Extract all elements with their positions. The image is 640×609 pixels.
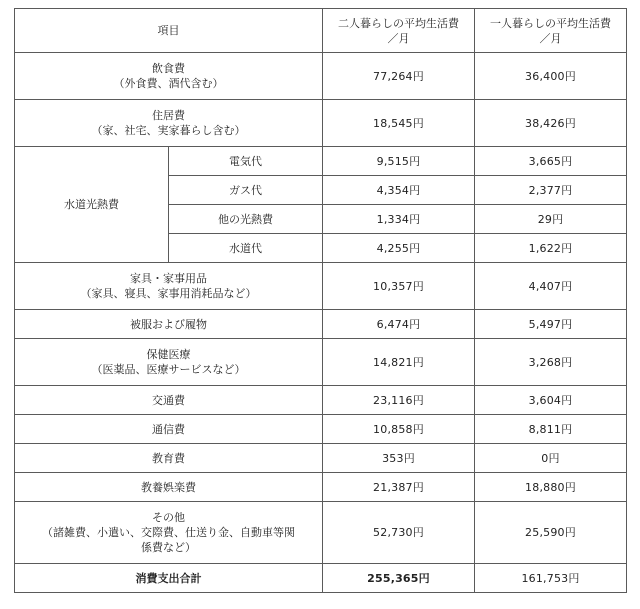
value-one-person: 18,880円 xyxy=(475,473,627,502)
table-row-transport xyxy=(15,386,627,415)
value-two-person: 10,357円 xyxy=(323,263,475,310)
row-label-clothing: 被服および履物 xyxy=(15,310,323,339)
value-two-person: 14,821円 xyxy=(323,339,475,386)
row-label-utilities: 水道光熱費 xyxy=(15,147,169,263)
value-one-person: 38,426円 xyxy=(475,100,627,147)
header-two-person xyxy=(323,9,475,53)
table-row-education xyxy=(15,444,627,473)
row-label-education: 教育費 xyxy=(15,444,323,473)
header-one-person-text: 一人暮らしの平均生活費 ／月 xyxy=(490,16,611,45)
label-line: 保健医療 xyxy=(146,348,191,361)
sub-label-electricity: 電気代 xyxy=(169,147,323,176)
value-one-person: 36,400円 xyxy=(475,53,627,100)
value-one-person: 3,604円 xyxy=(475,386,627,415)
total-one-person: 161,753円 xyxy=(475,564,627,593)
value-two-person: 353円 xyxy=(323,444,475,473)
value-two-person: 52,730円 xyxy=(323,502,475,564)
table-row-electricity xyxy=(15,147,627,176)
row-label-other xyxy=(15,502,323,564)
label-line: その他 xyxy=(152,511,185,524)
label-line: （家、社宅、実家暮らし含む） xyxy=(91,124,246,137)
label-line: 家具・家事用品 xyxy=(130,272,207,285)
table-row-clothing xyxy=(15,310,627,339)
value-two-person: 9,515円 xyxy=(323,147,475,176)
table-row-housing xyxy=(15,100,627,147)
header-item: 項目 xyxy=(15,9,323,53)
header-two-person-text: 二人暮らしの平均生活費 ／月 xyxy=(338,16,459,45)
row-label-furniture xyxy=(15,263,323,310)
value-one-person: 8,811円 xyxy=(475,415,627,444)
row-label-medical xyxy=(15,339,323,386)
value-one-person: 2,377円 xyxy=(475,176,627,205)
value-one-person: 5,497円 xyxy=(475,310,627,339)
living-cost-table xyxy=(14,8,627,593)
row-label-recreation: 教養娯楽費 xyxy=(15,473,323,502)
row-label-transport: 交通費 xyxy=(15,386,323,415)
value-two-person: 18,545円 xyxy=(323,100,475,147)
label-line: 住居費 xyxy=(152,109,185,122)
sub-label-water: 水道代 xyxy=(169,234,323,263)
row-label-food xyxy=(15,53,323,100)
sub-label-gas: ガス代 xyxy=(169,176,323,205)
label-line: （医薬品、医療サービスなど） xyxy=(91,363,246,376)
value-two-person: 10,858円 xyxy=(323,415,475,444)
value-one-person: 25,590円 xyxy=(475,502,627,564)
table-row-communication xyxy=(15,415,627,444)
label-line: （諸雑費、小遣い、交際費、仕送り金、自動車等関 xyxy=(42,526,295,539)
value-one-person: 1,622円 xyxy=(475,234,627,263)
value-two-person: 4,255円 xyxy=(323,234,475,263)
value-one-person: 3,665円 xyxy=(475,147,627,176)
value-two-person: 1,334円 xyxy=(323,205,475,234)
table-row-food xyxy=(15,53,627,100)
value-one-person: 3,268円 xyxy=(475,339,627,386)
table-row-recreation xyxy=(15,473,627,502)
value-two-person: 6,474円 xyxy=(323,310,475,339)
table-row-total xyxy=(15,564,627,593)
label-line: （外食費、酒代含む） xyxy=(113,77,224,90)
total-two-person: 255,365円 xyxy=(323,564,475,593)
table-row-other xyxy=(15,502,627,564)
value-two-person: 77,264円 xyxy=(323,53,475,100)
value-one-person: 29円 xyxy=(475,205,627,234)
table-row-medical xyxy=(15,339,627,386)
table-header-row xyxy=(15,9,627,53)
value-one-person: 4,407円 xyxy=(475,263,627,310)
row-label-total: 消費支出合計 xyxy=(15,564,323,593)
row-label-housing xyxy=(15,100,323,147)
row-label-communication: 通信費 xyxy=(15,415,323,444)
value-one-person: 0円 xyxy=(475,444,627,473)
sub-label-other-utilities: 他の光熱費 xyxy=(169,205,323,234)
table-row-furniture xyxy=(15,263,627,310)
label-line: （家具、寝具、家事用消耗品など） xyxy=(80,287,257,300)
value-two-person: 23,116円 xyxy=(323,386,475,415)
label-line: 係費など） xyxy=(141,541,196,554)
value-two-person: 21,387円 xyxy=(323,473,475,502)
header-one-person xyxy=(475,9,627,53)
value-two-person: 4,354円 xyxy=(323,176,475,205)
label-line: 飲食費 xyxy=(152,62,185,75)
